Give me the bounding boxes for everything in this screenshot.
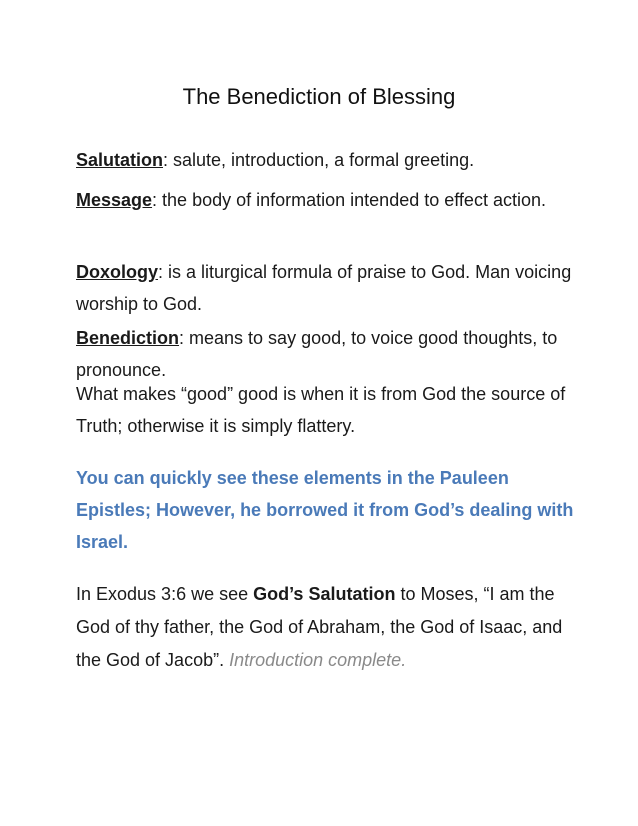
term-benediction: Benediction bbox=[76, 328, 180, 348]
highlight-paragraph: You can quickly see these elements in the Pauleen Epistles; However, he borrowed it from God’s dealing with Israel. bbox=[76, 468, 574, 552]
term-message: Message bbox=[76, 190, 153, 210]
exodus-text-before: In Exodus 3:6 we see bbox=[76, 584, 254, 604]
term-salutation: Salutation bbox=[76, 150, 164, 170]
exodus-paragraph bbox=[76, 578, 576, 677]
page-title: The Benediction of Blessing bbox=[182, 84, 456, 109]
definition-text: : the body of information intended to effect action. bbox=[152, 190, 546, 210]
definition-benediction bbox=[76, 322, 576, 386]
good-note-paragraph: What makes “good” good is when it is from God the source of Truth; otherwise it is simply flattery. bbox=[76, 384, 566, 436]
definition-message bbox=[76, 184, 576, 216]
definition-salutation bbox=[76, 144, 576, 176]
exodus-italic-note: Introduction complete. bbox=[229, 650, 407, 670]
definition-text: : is a liturgical formula of praise to God. Man voicing worship to God. bbox=[76, 262, 572, 314]
definition-text: : salute, introduction, a formal greeting. bbox=[163, 150, 475, 170]
exodus-text-after: to Moses, “I am the God of thy father, the God of Abraham, the God of Isaac, and the God of Jacob”. bbox=[76, 584, 563, 670]
exodus-bold-phrase: God’s Salutation bbox=[253, 584, 396, 604]
definition-doxology bbox=[76, 256, 576, 320]
term-doxology: Doxology bbox=[76, 262, 159, 282]
definition-text: : means to say good, to voice good thoughts, to pronounce. bbox=[76, 328, 558, 380]
